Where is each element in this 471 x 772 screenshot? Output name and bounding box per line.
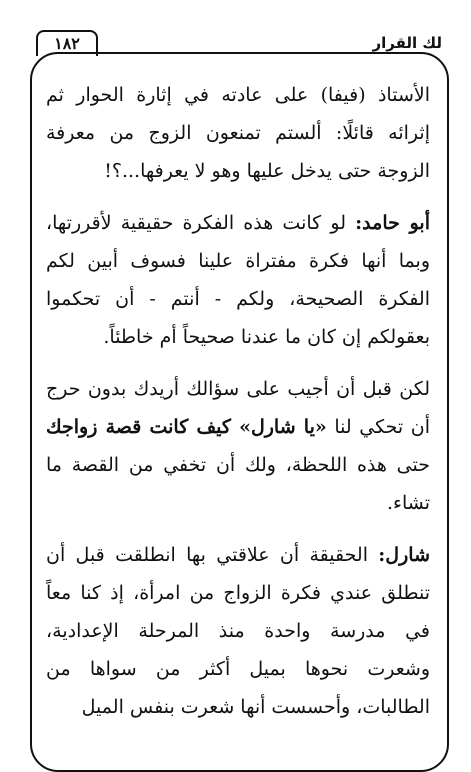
paragraph-text: لكن قبل أن أجيب على سؤالك أريدك بدون حرج أن تحكي لنا: [46, 378, 430, 438]
paragraph: [46, 370, 430, 522]
paragraph-text: لو كانت هذه الفكرة حقيقية لأقررتها، وبما أنها فكرة مفتراة علينا فسوف أبين لكم الفكرة الصحيحة، ولكم - أنتم - أن تحكموا بعقولكم إن كان ما عندنا صحيحاً أم خاطئاً.: [46, 212, 430, 348]
paragraph: [46, 76, 430, 190]
paragraph-text: الحقيقة أن علاقتي بها انطلقت قبل أن تنطلق عندي فكرة الزواج من امرأة، إذ كنا معاً في مدرسة واحدة منذ المرحلة الإعدادية، وشعرت نحوها بميل أكثر من سواها من الطالبات، وأحسست أنها شعرت بنفس الميل: [46, 544, 430, 718]
paragraph: [46, 536, 430, 726]
paragraph-text: حتى هذه اللحظة، ولك أن تخفي من القصة ما تشاء.: [46, 454, 430, 514]
paragraph-text: الأستاذ (فيفا) على عادته في إثارة الحوار ثم إثرائه قائلًا: ألستم تمنعون الزوج من معرفة الزوجة حتى يدخل عليها وهو لا يعرفها...؟!: [46, 84, 430, 182]
page-number: ١٨٢: [36, 30, 98, 56]
emphasized-text: «يا شارل» كيف كانت قصة زواجك: [46, 416, 327, 438]
running-title: لك القرار: [372, 34, 442, 52]
paragraph: [46, 204, 430, 356]
body-text: [46, 76, 430, 740]
speaker-label: أبو حامد:: [355, 212, 431, 234]
speaker-label: شارل:: [378, 544, 430, 566]
